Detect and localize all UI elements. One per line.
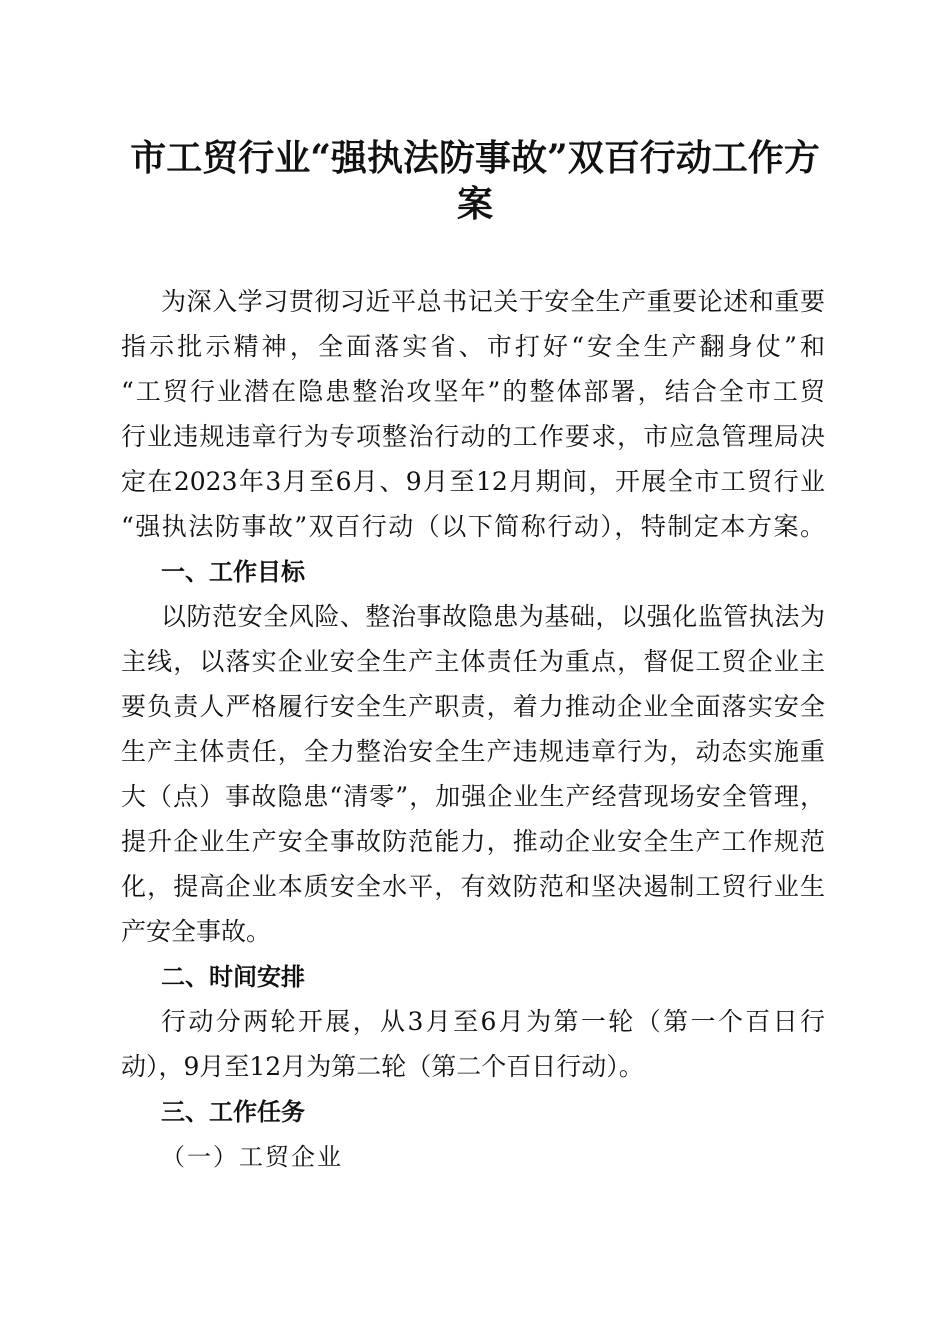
intro-line: 定在2023年3月至6月、9月至12月期间，开展全市工贸行业 [121, 467, 825, 496]
document-title [110, 135, 840, 227]
section2-line: 行动分两轮开展，从3月至6月为第一轮（第一个百日行 [161, 1007, 825, 1036]
intro-line: “强执法防事故”双百行动（以下简称行动），特制定本方案。 [121, 512, 825, 541]
intro-line: 为深入学习贯彻习近平总书记关于安全生产重要论述和重要 [161, 287, 825, 316]
title-line-2: 案 [456, 183, 493, 225]
section1-line: 化，提高企业本质安全水平，有效防范和坚决遏制工贸行业生 [121, 872, 825, 901]
intro-line: 行业违规违章行为专项整治行动的工作要求，市应急管理局决 [121, 422, 825, 451]
section1-line: 生产主体责任，全力整治安全生产违规违章行为，动态实施重 [121, 737, 825, 766]
subsection-heading-enterprises: （一）工贸企业 [161, 1143, 343, 1171]
intro-line: 指示批示精神，全面落实省、市打好“安全生产翻身仗”和 [121, 332, 825, 361]
section-heading-tasks: 三、工作任务 [161, 1098, 305, 1126]
section1-line: 要负责人严格履行安全生产职责，着力推动企业全面落实安全 [121, 692, 825, 721]
section1-line: 以防范安全风险、整治事故隐患为基础，以强化监管执法为 [161, 602, 825, 631]
section2-line: 动），9月至12月为第二轮（第二个百日行动）。 [121, 1052, 644, 1081]
title-line-1: 市工贸行业“强执法防事故”双百行动工作方 [130, 137, 820, 179]
section1-line: 大（点）事故隐患“清零”，加强企业生产经营现场安全管理， [121, 782, 825, 811]
section-heading-schedule: 二、时间安排 [161, 963, 305, 991]
section1-line: 主线，以落实企业安全生产主体责任为重点，督促工贸企业主 [121, 647, 825, 676]
section1-line: 提升企业生产安全事故防范能力，推动企业安全生产工作规范 [121, 827, 825, 856]
section-heading-goals: 一、工作目标 [161, 558, 305, 586]
section1-line: 产安全事故。 [121, 917, 272, 946]
intro-line: “工贸行业潜在隐患整治攻坚年”的整体部署，结合全市工贸 [121, 377, 825, 406]
